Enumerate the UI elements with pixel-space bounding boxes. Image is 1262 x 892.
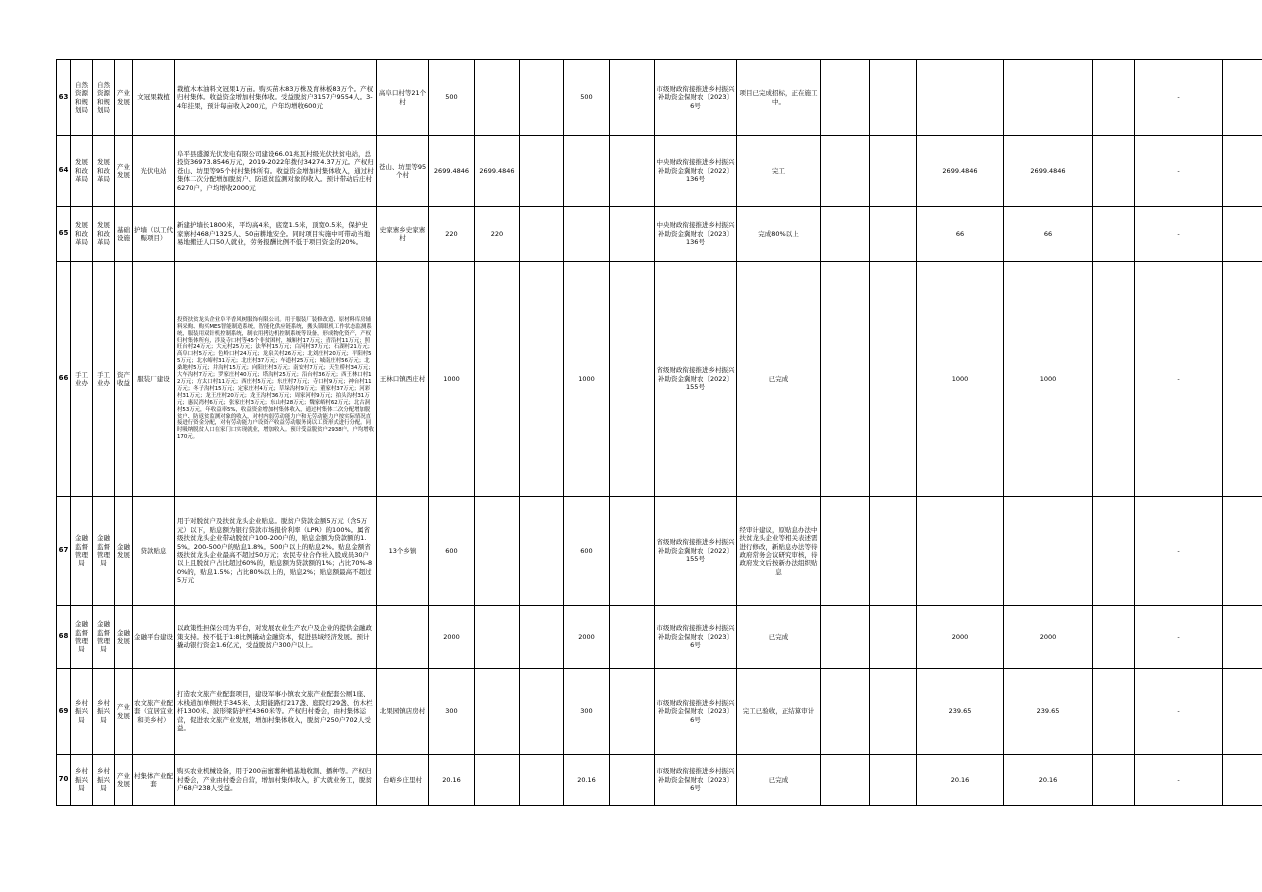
central-funds: 220 bbox=[475, 207, 520, 262]
central-funds bbox=[475, 60, 520, 136]
settled-amount: 20.16 bbox=[1004, 755, 1093, 806]
settled-amount: 66 bbox=[1004, 207, 1093, 262]
progress-status: 已完成 bbox=[737, 606, 821, 669]
table-row bbox=[57, 262, 1262, 497]
project-location bbox=[377, 606, 429, 669]
paid-amount: 20.16 bbox=[917, 755, 1004, 806]
settled-amount bbox=[1004, 497, 1093, 606]
empty-cell bbox=[610, 207, 655, 262]
project-name: 金融平台建设 bbox=[133, 606, 175, 669]
department: 乡村振兴局 bbox=[71, 755, 93, 806]
central-funds bbox=[475, 755, 520, 806]
paid-amount: 1000 bbox=[917, 262, 1004, 497]
empty-cell bbox=[1093, 60, 1135, 136]
sub-department: 金融监督管理局 bbox=[93, 497, 115, 606]
empty-cell bbox=[610, 497, 655, 606]
department: 金融监督管理局 bbox=[71, 497, 93, 606]
total-funds: 2699.4846 bbox=[429, 136, 475, 207]
project-name: 贷款贴息 bbox=[133, 497, 175, 606]
empty-cell bbox=[1093, 497, 1135, 606]
empty-cell bbox=[1223, 60, 1262, 136]
project-name: 村集体产业配套 bbox=[133, 755, 175, 806]
settled-amount: 1000 bbox=[1004, 262, 1093, 497]
empty-cell bbox=[1223, 207, 1262, 262]
sub-department: 乡村振兴局 bbox=[93, 755, 115, 806]
funding-source: 市级财政衔接推进乡村振兴补助资金保财农〔2023〕6号 bbox=[655, 606, 737, 669]
empty-cell bbox=[1093, 262, 1135, 497]
total-funds: 220 bbox=[429, 207, 475, 262]
row-number: 68 bbox=[57, 606, 71, 669]
sub-department: 发展和改革局 bbox=[93, 207, 115, 262]
empty-cell bbox=[1093, 755, 1135, 806]
remark-cell: - bbox=[1135, 207, 1223, 262]
funding-source: 中央财政衔接推进乡村振兴补助资金冀财农〔2023〕136号 bbox=[655, 207, 737, 262]
empty-cell bbox=[1223, 136, 1262, 207]
central-funds: 2699.4846 bbox=[475, 136, 520, 207]
row-number: 67 bbox=[57, 497, 71, 606]
empty-cell bbox=[870, 262, 917, 497]
project-content: 新建护墙长1800米，平均高4米，底宽1.5米，顶宽0.5米，保护史家寨村468户1325人、50亩耕地安全。同时项目实施中可带动当地易地搬迁人口50人就业，劳务报酬比例不低于项目资金的20%。 bbox=[175, 207, 377, 262]
table-row bbox=[57, 60, 1262, 136]
remark-cell: - bbox=[1135, 262, 1223, 497]
empty-cell bbox=[1093, 136, 1135, 207]
funding-source: 市级财政衔接推进乡村振兴补助资金保财农〔2023〕6号 bbox=[655, 60, 737, 136]
funding-source: 省级财政衔接推进乡村振兴补助资金冀财农〔2022〕155号 bbox=[655, 497, 737, 606]
progress-status: 已完成 bbox=[737, 262, 821, 497]
project-name: 服装厂建设 bbox=[133, 262, 175, 497]
provincial-funds: 2000 bbox=[564, 606, 610, 669]
settled-amount: 239.65 bbox=[1004, 669, 1093, 755]
project-type: 产业发展 bbox=[115, 60, 133, 136]
project-location: 北果园镇店房村 bbox=[377, 669, 429, 755]
remark-cell: - bbox=[1135, 606, 1223, 669]
progress-status: 项目已完成招标，正在施工中。 bbox=[737, 60, 821, 136]
project-content: 用于对脱贫户及扶贫龙头企业贴息。脱贫户贷款金额5万元（含5万元）以下，贴息额为银行贷款市场报价利率（LPR）的100%。属省级扶贫龙头企业带动脱贫户100-200户的，贴息金额为贷款额的1.5%。200-500户的贴息1.8%。500户以上的贴息2%。贴息金额省级扶贫龙头企业最高不超过50万元；农民专业合作社入股成员30户以上且脱贫户占比超过60%的，贴息额为贷款额的1%；占比70%-80%的，贴息1.5%；占比80%以上的，贴息2%；贴息额最高不超过5万元 bbox=[175, 497, 377, 606]
department: 自然资源和规划局 bbox=[71, 60, 93, 136]
project-content: 打造农文旅产业配套项目，建设军事小镇农文旅产业配套公厕1座、木栈道加单侧扶手345米、太阳能路灯217盏、庭院灯29盏、仿木栏杆1300米、波形梁防护栏4360米等。产权归村委会，由村集体运营，促进农文旅产业发展，增加村集体收入，脱贫户250户702人受益。 bbox=[175, 669, 377, 755]
empty-cell bbox=[821, 60, 870, 136]
empty-cell bbox=[520, 497, 564, 606]
funding-source: 省级财政衔接推进乡村振兴补助资金冀财农〔2022〕155号 bbox=[655, 262, 737, 497]
progress-status: 完工已验收，正结算审计 bbox=[737, 669, 821, 755]
central-funds bbox=[475, 606, 520, 669]
progress-status: 已完成 bbox=[737, 755, 821, 806]
empty-cell bbox=[1093, 606, 1135, 669]
empty-cell bbox=[520, 755, 564, 806]
empty-cell bbox=[1223, 669, 1262, 755]
paid-amount: 2699.4846 bbox=[917, 136, 1004, 207]
total-funds: 2000 bbox=[429, 606, 475, 669]
settled-amount: 2699.4846 bbox=[1004, 136, 1093, 207]
project-type: 金融发展 bbox=[115, 606, 133, 669]
paid-amount bbox=[917, 60, 1004, 136]
empty-cell bbox=[821, 136, 870, 207]
project-name: 光伏电站 bbox=[133, 136, 175, 207]
department: 乡村振兴局 bbox=[71, 669, 93, 755]
remark-cell: - bbox=[1135, 669, 1223, 755]
row-number: 64 bbox=[57, 136, 71, 207]
empty-cell bbox=[610, 606, 655, 669]
table-row bbox=[57, 755, 1262, 806]
funding-source: 市级财政衔接推进乡村振兴补助资金保财农〔2023〕6号 bbox=[655, 669, 737, 755]
remark-cell: - bbox=[1135, 497, 1223, 606]
department: 发展和改革局 bbox=[71, 136, 93, 207]
empty-cell bbox=[1223, 497, 1262, 606]
provincial-funds: 1000 bbox=[564, 262, 610, 497]
project-location: 高阜口村等21个村 bbox=[377, 60, 429, 136]
empty-cell bbox=[1223, 755, 1262, 806]
sub-department: 乡村振兴局 bbox=[93, 669, 115, 755]
total-funds: 500 bbox=[429, 60, 475, 136]
provincial-funds: 600 bbox=[564, 497, 610, 606]
progress-status: 完成80%以上 bbox=[737, 207, 821, 262]
paid-amount: 2000 bbox=[917, 606, 1004, 669]
provincial-funds: 300 bbox=[564, 669, 610, 755]
central-funds bbox=[475, 497, 520, 606]
funding-source: 市级财政衔接推进乡村振兴补助资金保财农〔2023〕6号 bbox=[655, 755, 737, 806]
table-row bbox=[57, 669, 1262, 755]
empty-cell bbox=[610, 60, 655, 136]
funding-source: 中央财政衔接推进乡村振兴补助资金冀财农〔2022〕136号 bbox=[655, 136, 737, 207]
empty-cell bbox=[870, 60, 917, 136]
central-funds bbox=[475, 669, 520, 755]
project-location: 台峪乡庄里村 bbox=[377, 755, 429, 806]
project-name: 农文旅产业配套（宜居宜业和美乡村） bbox=[133, 669, 175, 755]
project-content: 购买农业机械设备，用于200亩蜜薯种植基地收割、播种等。产权归村委会，产业由村委会自营，增加村集体收入，扩大就业务工，脱贫户68户238人受益。 bbox=[175, 755, 377, 806]
empty-cell bbox=[1093, 207, 1135, 262]
empty-cell bbox=[520, 207, 564, 262]
empty-cell bbox=[520, 136, 564, 207]
sub-department: 发展和改革局 bbox=[93, 136, 115, 207]
central-funds bbox=[475, 262, 520, 497]
total-funds: 1000 bbox=[429, 262, 475, 497]
remark-cell: - bbox=[1135, 136, 1223, 207]
total-funds: 600 bbox=[429, 497, 475, 606]
empty-cell bbox=[821, 207, 870, 262]
provincial-funds bbox=[564, 136, 610, 207]
paid-amount: 66 bbox=[917, 207, 1004, 262]
empty-cell bbox=[520, 60, 564, 136]
sub-department: 自然资源和规划局 bbox=[93, 60, 115, 136]
project-location: 苍山、坊里等95个村 bbox=[377, 136, 429, 207]
empty-cell bbox=[870, 207, 917, 262]
project-type: 金融发展 bbox=[115, 497, 133, 606]
sub-department: 手工业办 bbox=[93, 262, 115, 497]
empty-cell bbox=[821, 755, 870, 806]
project-location: 王林口镇西庄村 bbox=[377, 262, 429, 497]
provincial-funds: 500 bbox=[564, 60, 610, 136]
empty-cell bbox=[821, 669, 870, 755]
project-type: 产业发展 bbox=[115, 755, 133, 806]
row-number: 65 bbox=[57, 207, 71, 262]
table-row bbox=[57, 606, 1262, 669]
remark-cell: - bbox=[1135, 755, 1223, 806]
progress-status: 经审计建议，原贴息办法中扶贫龙头企业等相关表述需进行修改，新贴息办法等待政府常务会议研究审核，待政府发文后按新办法组织贴息 bbox=[737, 497, 821, 606]
provincial-funds bbox=[564, 207, 610, 262]
paid-amount: 239.65 bbox=[917, 669, 1004, 755]
project-content: 阜平县盛源光伏发电有限公司建设66.01兆瓦村级光伏扶贫电站，总投资36973.8546万元，2019-2022年拨付34274.37万元。产权归苍山、坊里等95个村村集体所有。收益资金增加村集体收入，通过村集体二次分配增加脱贫户、防返贫监测对象的收入。预计带动后庄村6270户，户均增收2000元 bbox=[175, 136, 377, 207]
project-location: 史家寨乡史家寨村 bbox=[377, 207, 429, 262]
project-type: 基础设施 bbox=[115, 207, 133, 262]
empty-cell bbox=[1093, 669, 1135, 755]
empty-cell bbox=[821, 606, 870, 669]
empty-cell bbox=[1223, 262, 1262, 497]
remark-cell: - bbox=[1135, 60, 1223, 136]
total-funds: 300 bbox=[429, 669, 475, 755]
paid-amount bbox=[917, 497, 1004, 606]
project-location: 13个乡镇 bbox=[377, 497, 429, 606]
total-funds: 20.16 bbox=[429, 755, 475, 806]
project-name: 护墙（以工代赈项目） bbox=[133, 207, 175, 262]
table-row bbox=[57, 136, 1262, 207]
empty-cell bbox=[870, 497, 917, 606]
empty-cell bbox=[870, 606, 917, 669]
row-number: 63 bbox=[57, 60, 71, 136]
project-content: 栽植木本油料文冠果1万亩。购买苗木83万株及育林板83万个。产权归村集体。收益资金增加村集体收。受益脱贫户3157户9554人。3-4年挂果，预计每亩收入200元，户年均增收600元 bbox=[175, 60, 377, 136]
empty-cell bbox=[1223, 606, 1262, 669]
sub-department: 金融监督管理局 bbox=[93, 606, 115, 669]
empty-cell bbox=[821, 497, 870, 606]
empty-cell bbox=[610, 262, 655, 497]
department: 发展和改革局 bbox=[71, 207, 93, 262]
table-row bbox=[57, 497, 1262, 606]
empty-cell bbox=[610, 755, 655, 806]
row-number: 69 bbox=[57, 669, 71, 755]
empty-cell bbox=[610, 669, 655, 755]
department: 手工业办 bbox=[71, 262, 93, 497]
project-type: 产业发展 bbox=[115, 669, 133, 755]
empty-cell bbox=[520, 262, 564, 497]
table-row bbox=[57, 207, 1262, 262]
settled-amount: 2000 bbox=[1004, 606, 1093, 669]
project-content: 投资扶贫龙头企业阜平香风树服饰有限公司。用于服装厂装修改造、原材料库房辅料采购、购买MES智能制造系统，智能化供应链系统，搬头锁眼机工作状态监测系统，服装用双针机控制系统，制衣用拷边机控制系统等设备，形成物化资产，产权归村集体所有，涉及寺口村等45个非贫困村，城厢村17万元；青沿村11万元；照旺台村24万元；大元村25万元；法华村15万元；白河村37万元；石湖村21万元；高阜口村5万元；色岭口村24万元；龙泉关村26万元；北刘庄村20万元；平阳村55万元；北水峪村31万元；北庄村37万元；车道村25万元；城南庄村56万元；北桑地村5万元；井沟村15万元；向阳庄村3万元；南安村7万元；天生桥村34万元；大车沟村7万元；罗家庄村40万元；塔沟村25万元；沿台村36万元；西王林口村12万元；方太口村11万元；西庄村5万元；东庄村7万元；寺口村9万元；神台村11万元；冬子沟村15万元；定家庄村4万元；草垛沟村9万元；董家村37万元；河彩村31万元；龙王庄村20万元；龙王沟村36万元；周家河村9万元；拍头沟村31万元；惠民湾村6万元；张家庄村3万元；东山村28万元；魏家峪村62万元；北古洞村53万元，年收益率5%，收益资金增加村集体收入，通过村集体二次分配增加脱贫户、防返贫监测对象的收入，对村内弱劳动能力户和无劳动能力户按实际情况直接进行资金分配，对有劳动能力户设资产收益劳动服务岗以工资形式进行分配。同时吸纳脱贫人口在家门口实现就业，增加收入。预计受益脱贫户2938户，户均增收170元。 bbox=[175, 262, 377, 497]
project-content: 以政策性担保公司为平台，对发展农业生产农户及企业的提供金融政策支持。按不低于1:8比例撬动金融资本，促进县域经济发展。预计撬动银行资金1.6亿元，受益脱贫户300户以上。 bbox=[175, 606, 377, 669]
empty-cell bbox=[870, 669, 917, 755]
provincial-funds: 20.16 bbox=[564, 755, 610, 806]
empty-cell bbox=[520, 606, 564, 669]
row-number: 66 bbox=[57, 262, 71, 497]
project-name: 文冠果栽植 bbox=[133, 60, 175, 136]
empty-cell bbox=[520, 669, 564, 755]
project-table bbox=[56, 59, 1262, 806]
row-number: 70 bbox=[57, 755, 71, 806]
project-type: 资产收益 bbox=[115, 262, 133, 497]
empty-cell bbox=[610, 136, 655, 207]
department: 金融监督管理局 bbox=[71, 606, 93, 669]
project-type: 产业发展 bbox=[115, 136, 133, 207]
empty-cell bbox=[870, 136, 917, 207]
progress-status: 完工 bbox=[737, 136, 821, 207]
empty-cell bbox=[821, 262, 870, 497]
settled-amount bbox=[1004, 60, 1093, 136]
empty-cell bbox=[870, 755, 917, 806]
